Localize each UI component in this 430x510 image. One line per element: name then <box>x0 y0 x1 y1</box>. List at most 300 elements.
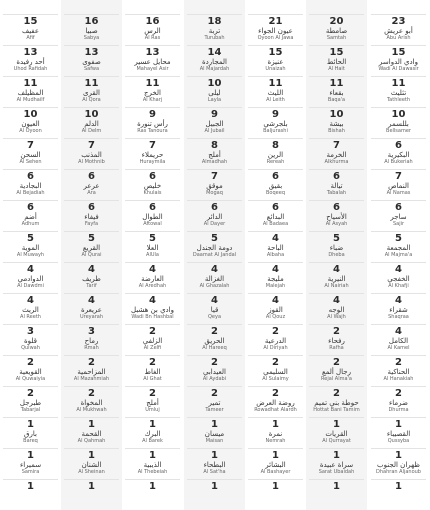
row-divider <box>125 138 180 139</box>
row-divider <box>371 14 426 15</box>
city-cell <box>184 296 245 320</box>
city-name-arabic: صامطة <box>325 27 348 35</box>
city-name-arabic: ليلى <box>208 89 221 97</box>
city-name-arabic: الغاط <box>144 368 161 376</box>
row-divider <box>64 448 119 449</box>
city-name-english: Afif <box>26 35 35 41</box>
city-name-arabic: نمرة <box>268 430 283 438</box>
city-name-english: Al Namas <box>386 190 411 196</box>
city-count: 1 <box>27 451 34 461</box>
city-cell <box>306 141 367 165</box>
city-name-arabic: ميسان <box>204 430 225 438</box>
city-name-arabic: البكيرية <box>387 151 410 159</box>
row-divider <box>248 200 303 201</box>
city-name-english: Wadi Bn Hashbal <box>131 314 174 320</box>
city-count: 1 <box>149 420 156 430</box>
row-divider <box>3 324 58 325</box>
city-name-arabic: شقراء <box>389 306 408 314</box>
city-name-english: Al Khafji <box>388 283 409 289</box>
city-name-arabic: رفحاء <box>328 337 345 345</box>
city-cell <box>184 451 245 475</box>
city-name-english: Al Sheinan <box>78 469 105 475</box>
row-divider <box>187 76 242 77</box>
city-name-english: Al Majardah <box>199 66 230 72</box>
row-divider <box>371 324 426 325</box>
city-name-english: Ara <box>87 190 96 196</box>
city-count: 1 <box>211 482 218 492</box>
city-name-english: Turubah <box>204 35 225 41</box>
row-divider <box>3 479 58 480</box>
row-divider <box>3 293 58 294</box>
city-count: 20 <box>329 17 344 27</box>
city-cell <box>184 234 245 258</box>
city-cell <box>122 172 183 196</box>
city-name-arabic: عنيزة <box>267 58 284 66</box>
city-name-english: Qussyba <box>387 438 410 444</box>
city-name-english: Hottat Bani Tamim <box>313 407 360 413</box>
city-count: 4 <box>211 296 218 306</box>
city-name-english: Tarif <box>86 283 97 289</box>
row-divider <box>125 107 180 108</box>
row-divider <box>187 417 242 418</box>
city-name-english: Al Asyah <box>325 221 348 227</box>
city-count: 11 <box>391 79 406 89</box>
city-count: 4 <box>88 296 95 306</box>
city-name-arabic: الريث <box>22 306 39 314</box>
city-name-arabic: بقيق <box>268 182 283 190</box>
city-count: 4 <box>395 296 402 306</box>
city-name-english: Abu Arish <box>386 35 411 41</box>
city-count: 1 <box>333 482 340 492</box>
city-name-arabic: الخرج <box>144 89 161 97</box>
city-count: 4 <box>272 296 279 306</box>
city-name-arabic: القوز <box>268 306 283 314</box>
row-divider <box>125 14 180 15</box>
row-divider <box>3 448 58 449</box>
city-count: 10 <box>391 110 406 120</box>
city-name-english: Al Dayer <box>203 221 226 227</box>
city-name-arabic: قلوة <box>24 337 37 345</box>
city-name-arabic: الدرعية <box>264 337 287 345</box>
city-cell <box>184 265 245 289</box>
city-count: 1 <box>88 451 95 461</box>
city-count: 6 <box>27 172 34 182</box>
city-count: 11 <box>23 79 38 89</box>
city-name-arabic: محايل عسير <box>134 58 171 66</box>
city-cell <box>184 389 245 413</box>
row-divider <box>309 138 364 139</box>
city-name-english: Al Qora <box>82 97 101 103</box>
city-name-english: Al Zelfi <box>143 345 162 351</box>
city-name-arabic: أملج <box>208 151 221 159</box>
city-name-arabic: بقعاء <box>329 89 344 97</box>
city-cell <box>61 79 122 103</box>
city-name-arabic: عريعرة <box>81 306 102 314</box>
city-name-arabic: تربة <box>208 27 221 35</box>
city-name-english: Adhum <box>21 221 40 227</box>
row-divider <box>64 169 119 170</box>
city-name-arabic: الحريق <box>204 337 225 345</box>
city-count: 4 <box>27 296 34 306</box>
city-name-arabic: حوطة بني تميم <box>314 399 359 407</box>
city-name-arabic: الرين <box>267 151 284 159</box>
city-name-arabic: المخواة <box>80 399 103 407</box>
city-name-english: Tameer <box>205 407 224 413</box>
city-name-english: Samtah <box>326 35 347 41</box>
city-name-english: Al Oyoon <box>19 128 42 134</box>
city-count: 5 <box>211 234 218 244</box>
city-count: 5 <box>27 234 34 244</box>
row-divider <box>125 293 180 294</box>
city-name-arabic <box>306 492 367 500</box>
city-cell <box>61 234 122 258</box>
city-column <box>61 0 122 510</box>
city-cell <box>61 172 122 196</box>
city-name-arabic: الطوال <box>142 213 163 221</box>
city-count: 2 <box>211 389 218 399</box>
city-name-arabic: الرس <box>144 27 161 35</box>
city-count: 7 <box>88 141 95 151</box>
city-name-english: Al Reeth <box>20 314 41 320</box>
city-name-arabic: السليمي <box>263 368 288 376</box>
city-name-english: Rmah <box>84 345 99 351</box>
city-name-english: Qeya <box>207 314 222 320</box>
city-name-arabic: بيشة <box>329 120 344 128</box>
city-cell <box>184 48 245 72</box>
city-name-english: Al Aredhah <box>138 283 167 289</box>
city-name-english: Albaha <box>266 252 285 258</box>
city-name-english: Maisan <box>205 438 224 444</box>
row-divider <box>3 262 58 263</box>
row-divider <box>371 138 426 139</box>
city-column <box>306 0 367 510</box>
city-count: 1 <box>272 451 279 461</box>
city-cell <box>122 389 183 413</box>
city-cell <box>245 265 306 289</box>
city-cell <box>245 110 306 134</box>
city-count: 1 <box>27 482 34 492</box>
city-name-arabic: سراة عبيدة <box>319 461 354 469</box>
city-name-english: Al Mazahmiah <box>73 376 110 382</box>
city-count: 4 <box>27 265 34 275</box>
city-count: 2 <box>88 358 95 368</box>
row-divider <box>64 417 119 418</box>
city-cell <box>306 358 367 382</box>
city-cell <box>0 358 61 382</box>
row-divider <box>125 231 180 232</box>
city-cell <box>306 234 367 258</box>
city-name-english: Shaqraa <box>388 314 409 320</box>
city-column <box>368 0 429 510</box>
city-count: 6 <box>395 203 402 213</box>
city-name-english: Daamat Al Jandal <box>192 252 237 258</box>
city-count: 1 <box>395 451 402 461</box>
row-divider <box>64 200 119 201</box>
city-name-english: Al Sat'ha <box>203 469 226 475</box>
city-cell <box>0 451 61 475</box>
city-count: 16 <box>84 17 99 27</box>
row-divider <box>3 200 58 201</box>
row-divider <box>371 169 426 170</box>
city-name-arabic: بلجرشي <box>263 120 288 128</box>
row-divider <box>309 448 364 449</box>
city-count: 1 <box>88 482 95 492</box>
city-cell <box>306 203 367 227</box>
city-name-arabic: الباحة <box>267 244 284 252</box>
city-cell <box>368 110 429 134</box>
city-cell <box>122 48 183 72</box>
city-count: 5 <box>149 234 156 244</box>
city-count: 4 <box>395 265 402 275</box>
city-count <box>245 0 306 10</box>
city-count: 10 <box>84 110 99 120</box>
city-cell <box>61 203 122 227</box>
row-divider <box>248 14 303 15</box>
city-name-arabic: فيفاء <box>84 213 99 221</box>
city-cell <box>368 327 429 351</box>
city-name-english: Rejal Alma'a <box>321 376 352 382</box>
city-count: 1 <box>27 420 34 430</box>
city-count: 1 <box>211 420 218 430</box>
city-name-arabic: السحن <box>20 151 41 159</box>
row-divider <box>309 479 364 480</box>
city-cell <box>184 0 245 10</box>
row-divider <box>64 14 119 15</box>
city-count: 7 <box>27 141 34 151</box>
row-divider <box>248 448 303 449</box>
city-name-arabic: طريف <box>82 275 101 283</box>
city-count: 6 <box>88 203 95 213</box>
city-name-english: Al Hareeq <box>202 345 227 351</box>
city-cell <box>306 327 367 351</box>
city-name-english: Al Quwaiyia <box>15 376 46 382</box>
city-name-arabic: المجمعة <box>386 244 411 252</box>
city-cell <box>368 296 429 320</box>
city-name-arabic: القويعية <box>19 368 42 376</box>
city-name-english: Al Ghat <box>143 376 162 382</box>
city-name-arabic: ساجر <box>390 213 407 221</box>
row-divider <box>3 355 58 356</box>
row-divider <box>248 386 303 387</box>
row-divider <box>248 138 303 139</box>
row-divider <box>371 76 426 77</box>
city-count: 11 <box>268 79 283 89</box>
row-divider <box>64 138 119 139</box>
row-divider <box>187 293 242 294</box>
city-name-english: Rereah <box>266 159 285 165</box>
row-divider <box>371 386 426 387</box>
city-count: 5 <box>88 234 95 244</box>
city-name-english: Bellsamer <box>386 128 411 134</box>
city-name-english: Nemrah <box>265 438 286 444</box>
city-name-arabic: صبيا <box>85 27 98 35</box>
row-divider <box>309 169 364 170</box>
city-count: 2 <box>27 358 34 368</box>
row-divider <box>309 355 364 356</box>
city-cell <box>122 79 183 103</box>
row-divider <box>248 231 303 232</box>
city-name-arabic: عرعر <box>83 182 100 190</box>
city-count: 2 <box>149 389 156 399</box>
city-name-english: Al Mothnib <box>78 159 105 165</box>
city-cell <box>61 0 122 10</box>
city-name-arabic: المجاردة <box>202 58 227 66</box>
city-count: 6 <box>27 203 34 213</box>
row-divider <box>125 448 180 449</box>
city-count: 2 <box>333 327 340 337</box>
row-divider <box>125 45 180 46</box>
city-name-arabic <box>184 492 245 500</box>
city-count: 2 <box>27 389 34 399</box>
city-column <box>0 0 61 510</box>
city-name-english: Al Nairiah <box>324 283 349 289</box>
city-count: 4 <box>149 296 156 306</box>
city-name-english: Samira <box>21 469 40 475</box>
city-cell <box>245 172 306 196</box>
city-name-english: Ras Tanoura <box>137 128 168 134</box>
city-name-english: Al Mukhwah <box>76 407 107 413</box>
row-divider <box>64 324 119 325</box>
row-divider <box>187 231 242 232</box>
row-divider <box>187 479 242 480</box>
city-count: 4 <box>149 265 156 275</box>
city-name-arabic: الكامل <box>388 337 409 345</box>
city-name-english: Al Sulaimy <box>262 376 289 382</box>
city-name-arabic: البطحاء <box>203 461 226 469</box>
city-name-arabic: الموية <box>21 244 40 252</box>
city-count: 1 <box>88 420 95 430</box>
row-divider <box>371 200 426 201</box>
city-cell <box>61 389 122 413</box>
city-count: 4 <box>272 234 279 244</box>
city-cell <box>368 420 429 444</box>
city-name-english: Al Bejadiah <box>16 190 45 196</box>
city-count: 6 <box>333 172 340 182</box>
row-divider <box>371 231 426 232</box>
city-count: 9 <box>149 110 156 120</box>
city-count: 2 <box>272 389 279 399</box>
city-count <box>368 0 429 10</box>
city-cell <box>245 0 306 10</box>
city-name-english: Layla <box>207 97 222 103</box>
city-count: 1 <box>395 482 402 492</box>
row-divider <box>125 479 180 480</box>
city-count: 7 <box>333 141 340 151</box>
row-divider <box>248 355 303 356</box>
city-count: 2 <box>333 358 340 368</box>
city-count: 4 <box>211 265 218 275</box>
row-divider <box>3 386 58 387</box>
row-divider <box>248 169 303 170</box>
row-divider <box>3 45 58 46</box>
city-name-arabic: الزلفي <box>142 337 163 345</box>
city-name-english: Dhahran Aljanoub <box>376 469 421 475</box>
row-divider <box>125 324 180 325</box>
row-divider <box>125 200 180 201</box>
city-cell <box>0 234 61 258</box>
city-name-english <box>245 500 306 506</box>
city-name-arabic: الحائط <box>326 58 347 66</box>
city-name-english: Almadhah <box>201 159 228 165</box>
city-cell <box>0 389 61 413</box>
city-count: 2 <box>272 327 279 337</box>
city-name-english: Al Barek <box>142 438 163 444</box>
city-cell <box>122 110 183 134</box>
city-name-arabic: أحد رفيدة <box>16 58 45 66</box>
city-count <box>306 0 367 10</box>
city-name-english: Al Qurai <box>81 252 102 258</box>
row-divider <box>125 417 180 418</box>
city-name-english: Rowadhat Alardh <box>254 407 297 413</box>
city-name-arabic: الغزالة <box>204 275 225 283</box>
city-count: 4 <box>88 265 95 275</box>
city-name-arabic: الدوادمي <box>17 275 44 283</box>
city-cell <box>245 482 306 506</box>
city-cell <box>306 110 367 134</box>
city-cell <box>306 296 367 320</box>
city-cell <box>245 451 306 475</box>
city-count: 3 <box>27 327 34 337</box>
city-cell <box>61 265 122 289</box>
city-count: 4 <box>272 265 279 275</box>
city-cell <box>61 358 122 382</box>
city-cell <box>368 389 429 413</box>
city-count: 15 <box>23 17 38 27</box>
city-name-arabic: المظيلف <box>17 89 44 97</box>
city-name-english: Mahayel Asir <box>136 66 169 72</box>
city-cell <box>368 234 429 258</box>
city-cell <box>0 265 61 289</box>
city-cell <box>61 451 122 475</box>
city-name-arabic: وادي الدواسر <box>379 58 418 66</box>
city-count: 1 <box>395 420 402 430</box>
row-divider <box>309 231 364 232</box>
city-cell <box>61 296 122 320</box>
row-divider <box>3 138 58 139</box>
city-name-arabic: البدائع <box>266 213 285 221</box>
city-name-english: Wadi Al Dawasir <box>378 66 419 72</box>
city-name-english: Alkhurma <box>324 159 349 165</box>
city-name-arabic <box>245 492 306 500</box>
row-divider <box>64 479 119 480</box>
city-name-english: Tabarjal <box>20 407 41 413</box>
row-divider <box>125 355 180 356</box>
row-divider <box>248 324 303 325</box>
city-name-arabic: المزاحمية <box>77 368 106 376</box>
city-cell <box>0 17 61 41</box>
city-name-arabic: أبو عريش <box>384 27 413 35</box>
city-cell <box>0 110 61 134</box>
row-divider <box>64 386 119 387</box>
city-name-english: Umluj <box>145 407 160 413</box>
city-cell <box>368 482 429 506</box>
city-cell <box>0 141 61 165</box>
city-name-english <box>0 500 61 506</box>
city-name-english: Boqeeq <box>266 190 285 196</box>
city-cell <box>368 79 429 103</box>
city-name-english: Al Qouz <box>265 314 286 320</box>
city-name-english: Bareq <box>23 438 38 444</box>
city-name-arabic: البشائر <box>265 461 286 469</box>
city-cell <box>0 420 61 444</box>
city-cell <box>306 79 367 103</box>
city-name-arabic: تيالة <box>330 182 343 190</box>
city-name-english <box>368 500 429 506</box>
city-count: 6 <box>333 203 340 213</box>
city-cell <box>122 17 183 41</box>
city-name-arabic: ضباء <box>329 244 344 252</box>
city-name-english <box>61 500 122 506</box>
